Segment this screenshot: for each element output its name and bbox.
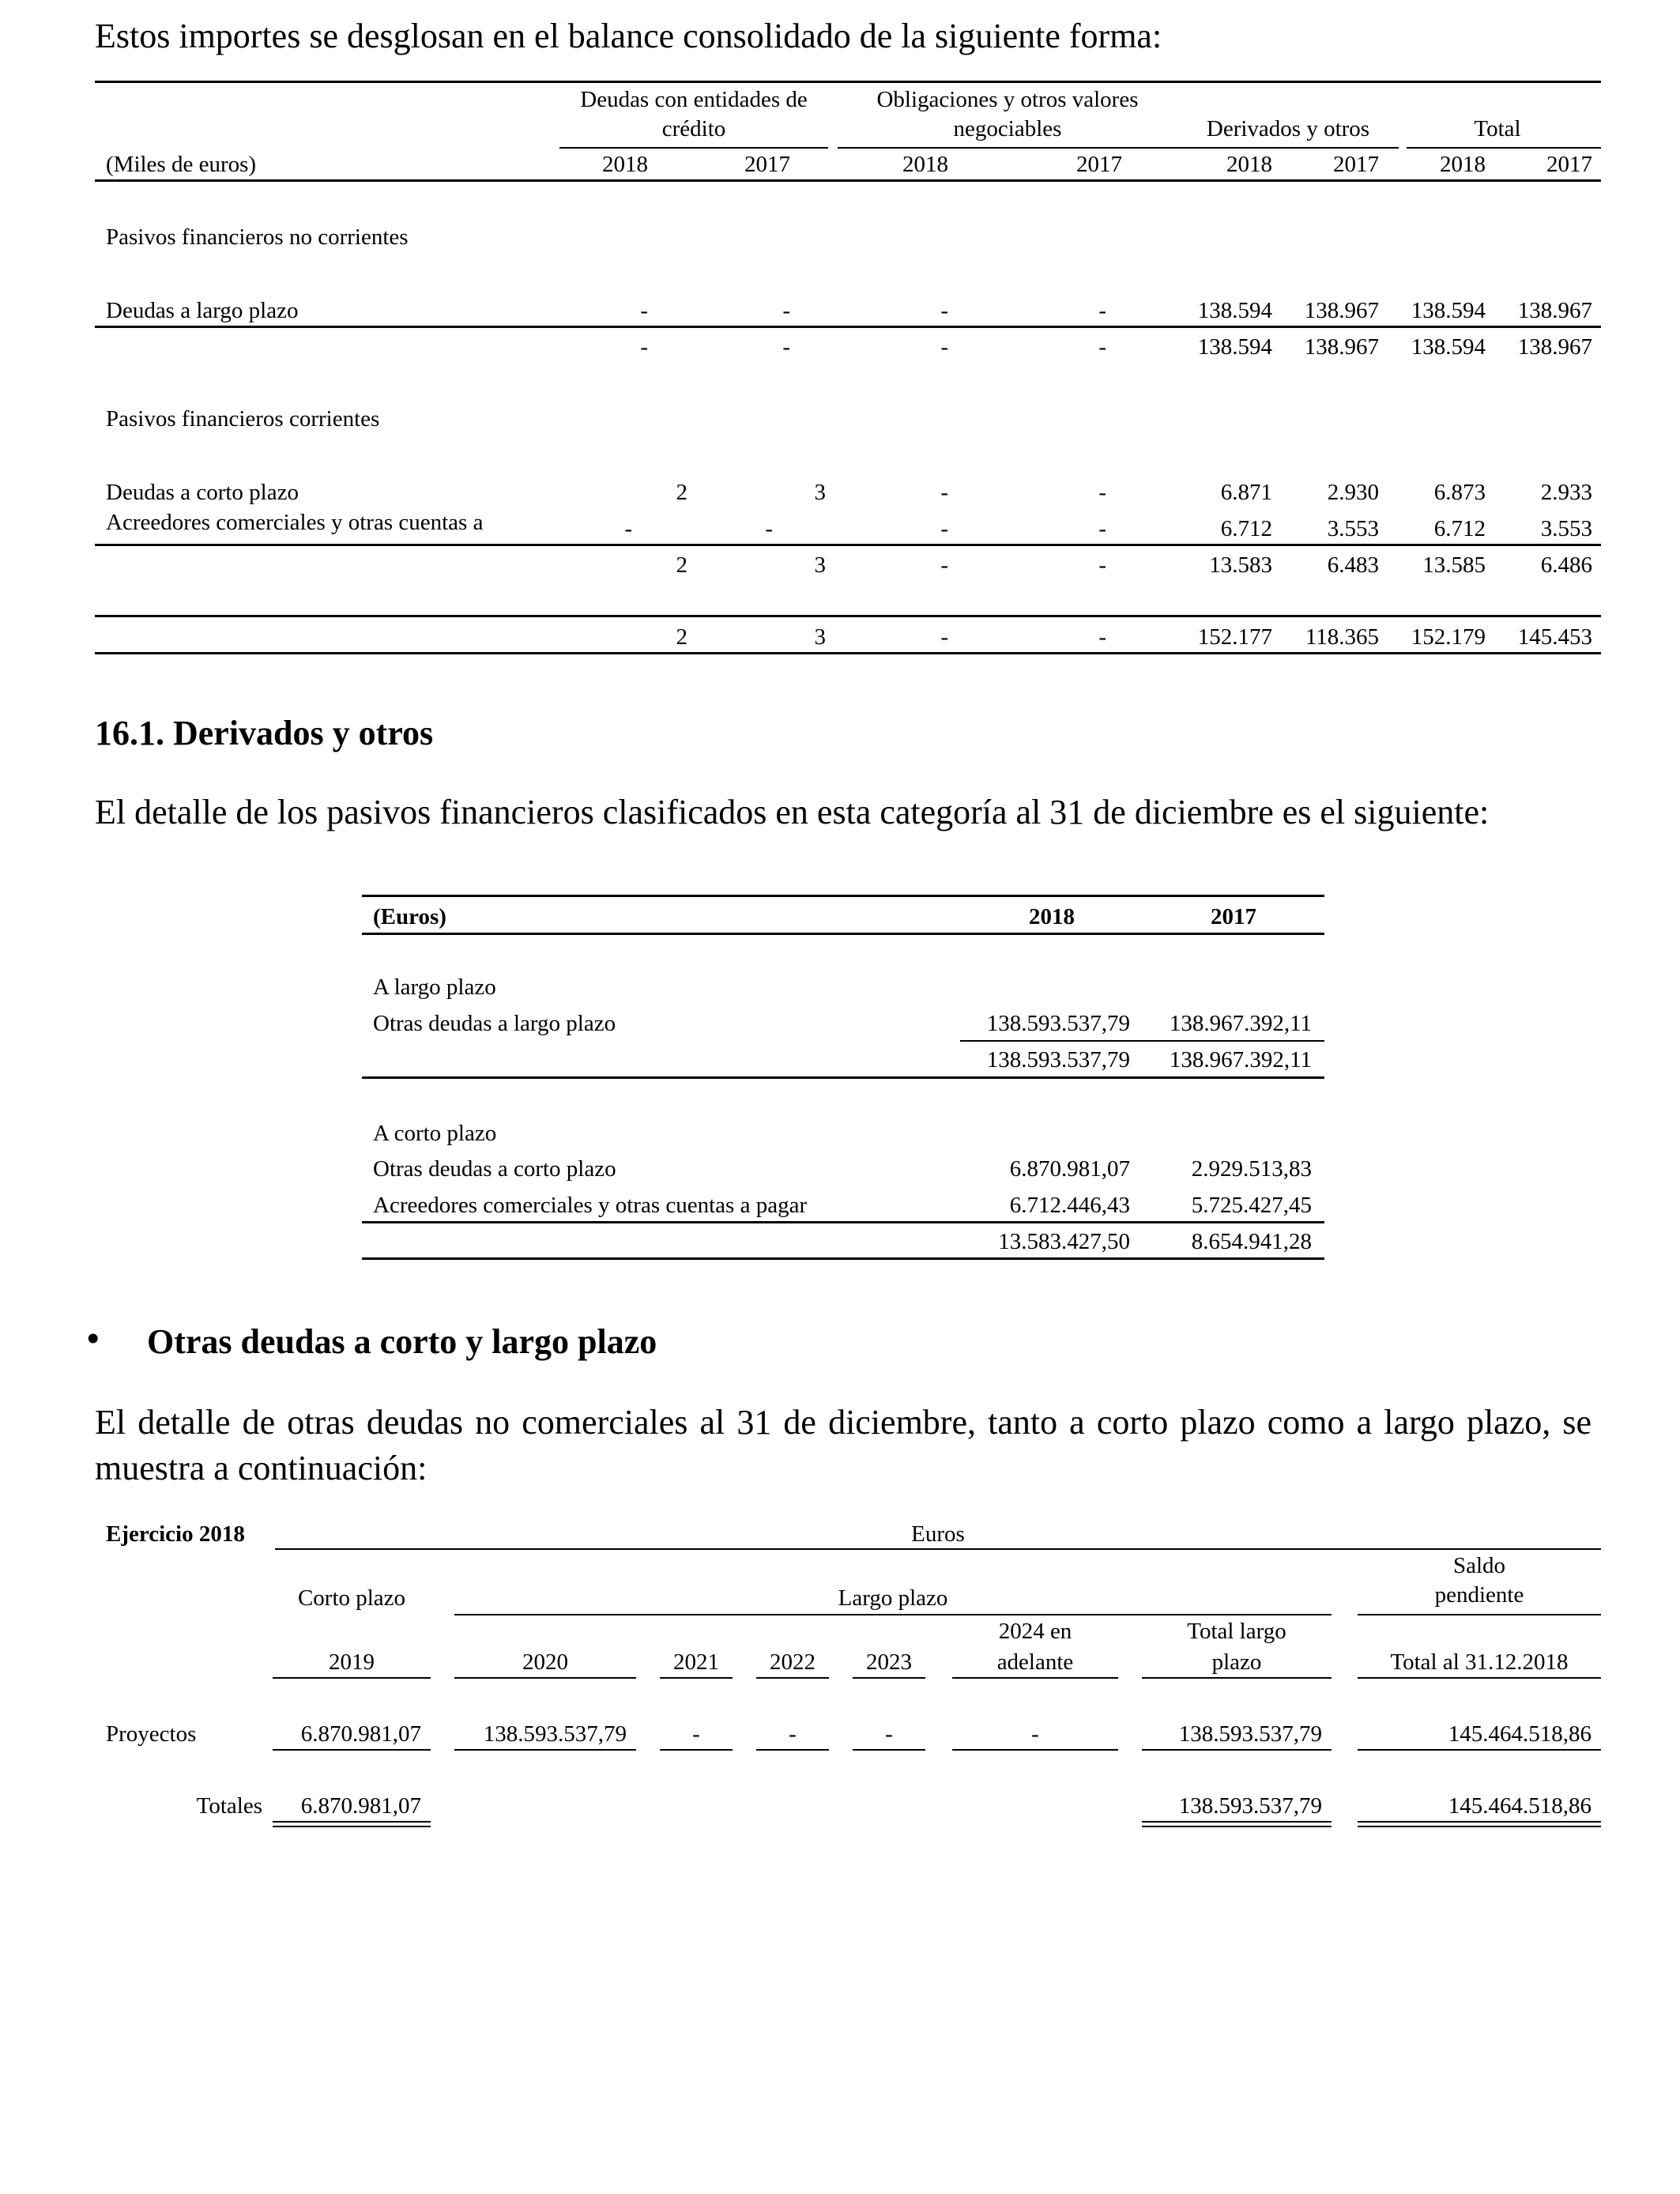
group-header-derivados: Derivados y otros [1206,116,1370,141]
total-al-header: Total al 31.12.2018 [1390,1649,1569,1675]
row-label: Acreedores comerciales y otras cuentas a [106,510,484,535]
table-cell: 3 [814,552,826,578]
table-cell: - [1098,480,1106,505]
table-cell: - [940,480,948,505]
table-cell: - [782,334,790,360]
row-label: Deudas a corto plazo [106,480,299,505]
group-header-deudas-2: crédito [661,116,726,141]
table-cell: 2 [676,552,687,578]
table-cell: 138.967.392,11 [1169,1047,1312,1072]
group-header-total: Total [1474,116,1521,141]
table-cell: 8.654.941,28 [1191,1229,1312,1254]
table-cell: - [1098,298,1106,323]
table-cell: 6.870.981,07 [300,1721,421,1747]
table-cell: - [624,516,632,541]
table-cell: 138.594 [1411,298,1486,323]
unit-label: (Miles de euros) [106,152,257,177]
detail-paragraph-line1: El detalle de otras deudas no comerciales al 31 de diciembre, tanto a corto plazo como a largo plazo, se [95,1403,1591,1442]
bullet-heading: Otras deudas a corto y largo plazo [147,1322,657,1361]
short-term-heading: A corto plazo [373,1121,497,1146]
table-cell: 138.593.537,79 [483,1721,627,1747]
year-header: 2017 [1211,904,1256,929]
largo-plazo-header: Largo plazo [838,1585,948,1611]
table-cell: 152.177 [1197,624,1272,650]
table-cell: 2.933 [1540,480,1592,505]
table-cell: 138.967 [1517,334,1592,360]
table-cell: 6.870.981,07 [1009,1156,1130,1182]
table-cell: 2 [676,624,687,650]
table-cell: 118.365 [1305,624,1379,650]
table-cell: - [782,298,790,323]
year-header: 2022 [770,1649,816,1675]
table-cell: 6.486 [1540,552,1592,578]
table-cell: 3.553 [1327,516,1379,541]
table-cell: 6.483 [1327,552,1379,578]
saldo-header: Saldo [1452,1553,1506,1578]
year-header: 2021 [673,1649,719,1675]
table-cell: 145.464.518,86 [1448,1793,1591,1819]
section-heading: 16.1. Derivados y otros [95,714,434,752]
table-cell: 6.871 [1220,480,1272,505]
table-cell: 138.594 [1411,334,1486,360]
year-header: 2017 [1333,152,1379,177]
table-cell: - [885,1721,893,1747]
row-label: Otras deudas a largo plazo [373,1011,616,1036]
table-cell: 138.967.392,11 [1169,1011,1312,1036]
currency-label: Euros [911,1521,965,1547]
table-cell: 145.453 [1517,624,1592,650]
section-noncurrent: Pasivos financieros no corrientes [106,224,409,250]
totals-label: Totales [196,1793,262,1819]
table-cell: - [940,298,948,323]
table-cell: - [789,1721,797,1747]
total-largo-header: Total largo [1187,1619,1286,1644]
detail-paragraph: El detalle de los pasivos financieros clasificados en esta categoría al 31 de diciembre es el siguiente: [95,793,1490,831]
ejercicio-label: Ejercicio 2018 [106,1521,245,1547]
table-cell: 3 [814,480,826,505]
table-cell: - [940,552,948,578]
table-cell: 6.712 [1220,516,1272,541]
table-cell: - [765,516,773,541]
table-cell: - [640,334,648,360]
year-header: 2023 [866,1649,912,1675]
row-label: Deudas a largo plazo [106,298,299,323]
group-header-deudas: Deudas con entidades de [580,87,808,112]
saldo-header-2: pendiente [1434,1582,1524,1608]
table-cell: 3 [814,624,826,650]
table-cell: 138.593.537,79 [986,1047,1130,1072]
table-cell: 2 [676,480,687,505]
table-cell: 6.712 [1433,516,1486,541]
year-2024-header-2: adelante [996,1649,1074,1675]
table-cell: 2.929.513,83 [1191,1156,1312,1182]
table-cell: 138.967 [1304,334,1379,360]
table-cell: 2.930 [1327,480,1379,505]
table-cell: 6.873 [1433,480,1486,505]
year-header: 2018 [602,152,648,177]
table-cell: 145.464.518,86 [1448,1721,1591,1747]
table-cell: 13.583.427,50 [998,1229,1130,1254]
unit-label: (Euros) [373,904,446,929]
year-header: 2018 [1440,152,1486,177]
intro-paragraph: Estos importes se desglosan en el balance consolidado de la siguiente forma: [95,17,1162,55]
year-header: 2018 [902,152,948,177]
table-cell: 138.593.537,79 [986,1011,1130,1036]
table-cell: 138.593.537,79 [1178,1793,1322,1819]
group-header-obligaciones: Obligaciones y otros valores [876,87,1139,112]
row-label: Proyectos [106,1721,197,1747]
table-cell: 138.593.537,79 [1178,1721,1322,1747]
table-cell: - [1098,334,1106,360]
year-header: 2020 [522,1649,568,1675]
year-2024-header: 2024 en [998,1619,1072,1644]
table-cell: - [1098,552,1106,578]
total-largo-header-2: plazo [1211,1649,1262,1675]
long-term-heading: A largo plazo [373,974,496,1000]
row-label: Acreedores comerciales y otras cuentas a pagar [373,1193,808,1218]
bullet-icon: • [87,1319,100,1358]
table-cell: - [1031,1721,1039,1747]
table-cell: 138.967 [1517,298,1592,323]
year-header: 2018 [1226,152,1272,177]
row-label: Otras deudas a corto plazo [373,1156,616,1182]
table-cell: - [940,516,948,541]
table-cell: - [640,298,648,323]
section-current: Pasivos financieros corrientes [106,406,380,432]
table-cell: - [940,334,948,360]
corto-plazo-header: Corto plazo [297,1585,406,1611]
year-header: 2017 [744,152,790,177]
table-cell: - [692,1721,700,1747]
table-cell: - [1098,624,1106,650]
table-cell: 13.583 [1209,552,1272,578]
table-cell: - [940,624,948,650]
year-header: 2017 [1546,152,1592,177]
year-header: 2017 [1076,152,1122,177]
table-cell: 138.594 [1197,298,1272,323]
year-header: 2019 [329,1649,375,1675]
table-cell: 6.712.446,43 [1009,1193,1130,1218]
table-cell: 5.725.427,45 [1191,1193,1312,1218]
detail-paragraph-line2: muestra a continuación: [95,1449,428,1487]
table-cell: 138.967 [1304,298,1379,323]
year-header: 2018 [1029,904,1075,929]
group-header-obligaciones-2: negociables [953,116,1062,141]
table-cell: 138.594 [1197,334,1272,360]
table-cell: 152.179 [1411,624,1486,650]
table-cell: 3.553 [1540,516,1592,541]
table-cell: 6.870.981,07 [300,1793,421,1819]
table-cell: 13.585 [1422,552,1486,578]
table-cell: - [1098,516,1106,541]
